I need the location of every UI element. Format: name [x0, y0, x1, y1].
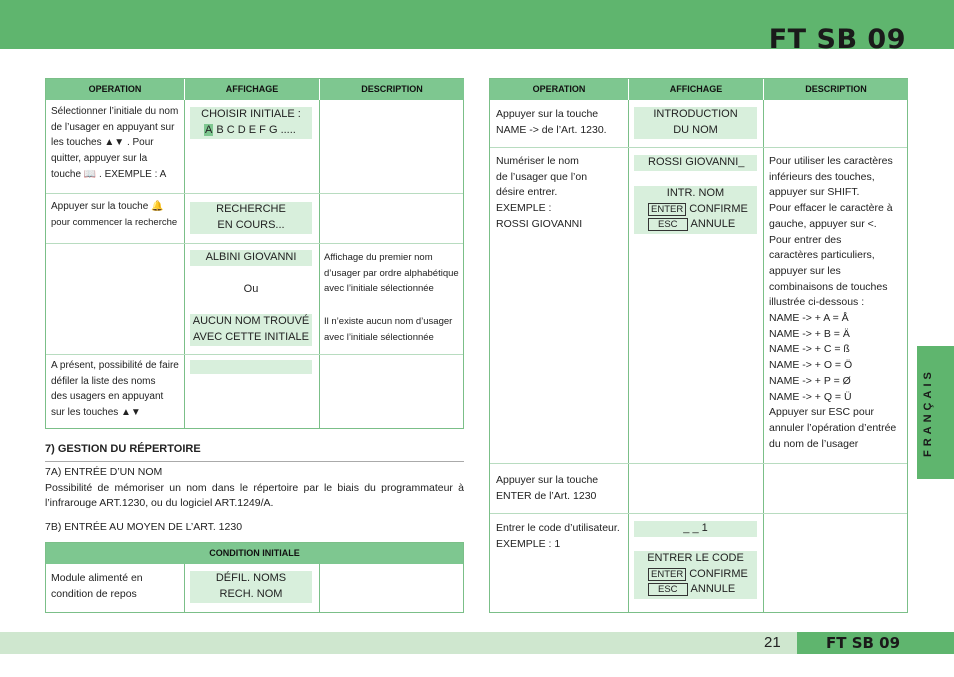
col-header-operation: OPERATION [46, 79, 184, 100]
esc-key-icon: ESC [648, 583, 688, 596]
op-scroll-list: A présent, possibilité de faire défiler la liste des noms des usagers en appuyant sur les touches ▲▼ [51, 360, 179, 419]
display-searching: RECHERCHE EN COURS... [190, 202, 312, 234]
display-no-name-found: AUCUN NOM TROUVÉ AVEC CETTE INITIALE [190, 314, 312, 346]
desc-name-entry: Pour utiliser les caractères inférieurs des touches, appuyer sur SHIFT. Pour effacer le caractère à gauche, appuyer sur <. Pour entrer des caractères particuliers, appuyer sur les combinaisons de touches illustrée ci-dessous : NAME -> + A = Å NAME -> + B = Ä NAME -> + C = ß NAME -> + O = Ö NAME -> + P = Ø NAME -> + Q = Ü Appuyer sur ESC pour annuler l’opération d’entrée du nom de l’usager [769, 155, 897, 450]
paragraph-7a-line2: l’infrarouge ART.1230, ou du logiciel ART.1249/A. [45, 497, 274, 509]
footer-title: FT SB 09 [826, 634, 901, 652]
op-enter-code: Entrer le code d’utilisateur. EXEMPLE : 1 [496, 522, 620, 550]
section-title: 7) GESTION DU RÉPERTOIRE [45, 443, 201, 455]
col-header-affichage-right: AFFICHAGE [629, 79, 763, 100]
display-name-confirm: INTR. NOM ENTER CONFIRME ESC ANNULE [634, 186, 757, 234]
enter-key-icon: ENTER [648, 203, 686, 216]
document-title: FT SB 09 [768, 24, 906, 55]
col-header-description-right: DESCRIPTION [764, 79, 908, 100]
desc-no-name: Il n’existe aucun nom d’usager avec l’initiale sélectionnée [324, 316, 453, 343]
paragraph-7a-line1: Possibilité de mémoriser un nom dans le répertoire par le biais du programmateur à [45, 482, 464, 494]
display-code-value: _ _ 1 [634, 521, 757, 537]
op-start-search: Appuyer sur la touche 🔔 pour commencer la recherche [51, 201, 178, 228]
condition-header: CONDITION INITIALE [46, 543, 463, 564]
col-header-description: DESCRIPTION [320, 79, 464, 100]
col-header-affichage: AFFICHAGE [185, 79, 319, 100]
esc-key-icon: ESC [648, 218, 688, 231]
enter-key-icon: ENTER [648, 568, 686, 581]
condition-description: Module alimenté en condition de repos [51, 572, 143, 600]
subsection-7b: 7B) ENTRÉE AU MOYEN DE L’ART. 1230 [45, 521, 243, 533]
op-press-enter: Appuyer sur la touche ENTER de l’Art. 1230 [496, 474, 599, 502]
page-number: 21 [764, 634, 781, 651]
display-name-intro: INTRODUCTION DU NOM [634, 107, 757, 139]
op-press-name: Appuyer sur la touche NAME -> de l’Art. 1230. [496, 108, 607, 136]
or-label: Ou [243, 283, 259, 295]
desc-first-name: Affichage du premier nom d’usager par ordre alphabétique avec l’initiale sélectionnée [324, 252, 459, 295]
display-idle: DÉFIL. NOMS RECH. NOM [190, 571, 312, 603]
language-tab-label: FRANÇAIS [922, 368, 934, 457]
display-code-confirm: ENTRER LE CODE ENTER CONFIRME ESC ANNULE [634, 551, 757, 599]
display-first-name: ALBINI GIOVANNI [190, 250, 312, 266]
subsection-7a: 7A) ENTRÉE D’UN NOM [45, 466, 163, 478]
display-empty [190, 360, 312, 374]
display-choose-initial: CHOISIR INITIALE : A B C D E F G ..... [190, 107, 312, 139]
display-typed-name: ROSSI GIOVANNI_ [634, 155, 757, 171]
col-header-operation-right: OPERATION [490, 79, 628, 100]
op-enter-name: Numériser le nom de l’usager que l’on désire entrer. EXEMPLE : ROSSI GIOVANNI [496, 155, 588, 230]
op-select-initial: Sélectionner l’initiale du nom de l’usager en appuyant sur les touches ▲▼ . Pour quitter, appuyer sur la touche 📖 . EXEMPLE : A [51, 106, 179, 180]
